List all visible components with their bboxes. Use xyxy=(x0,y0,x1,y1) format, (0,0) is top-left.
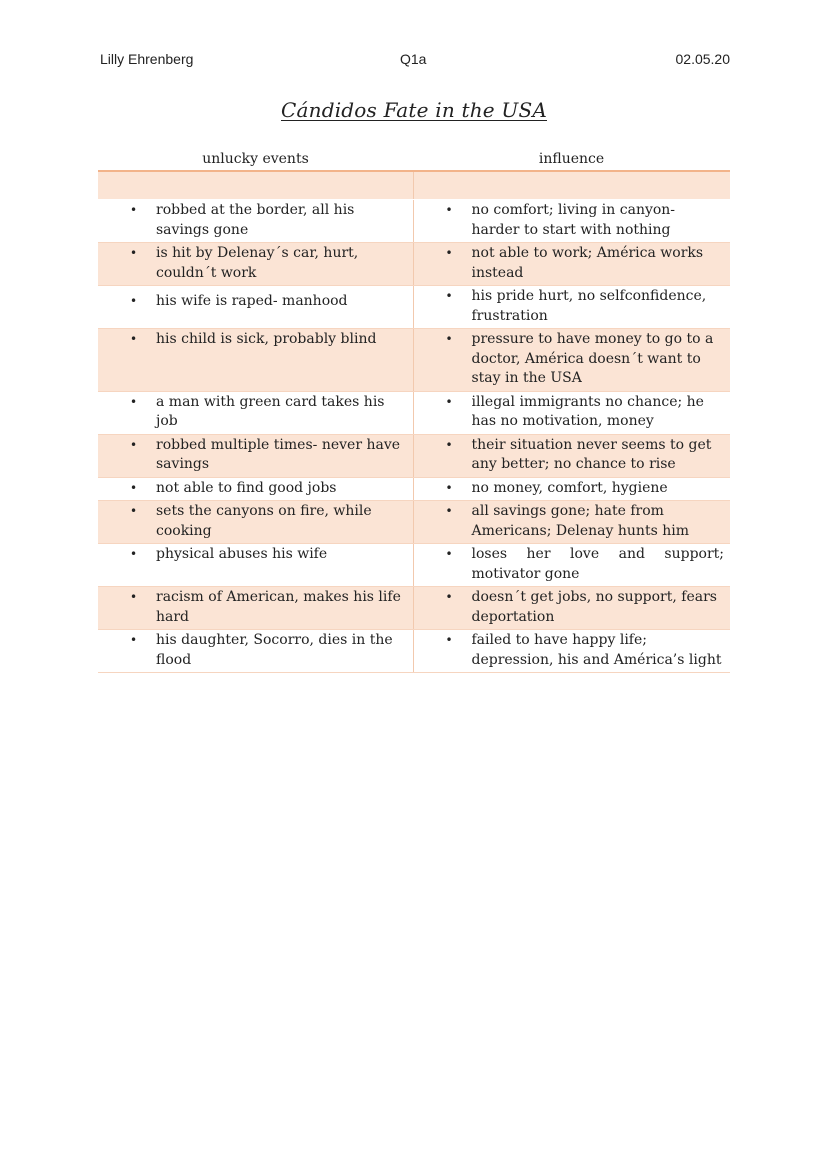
event-cell xyxy=(98,544,413,587)
table-row xyxy=(98,501,730,544)
influence-cell xyxy=(413,630,730,673)
bullet-icon: • xyxy=(445,332,453,346)
event-text: not able to find good jobs xyxy=(156,479,337,496)
document-title-text: Cándidos Fate in the USA xyxy=(281,98,547,122)
bullet-icon: • xyxy=(130,504,138,518)
event-text: his child is sick, probably blind xyxy=(156,331,377,347)
influence-text: their situation never seems to get any better; no chance to rise xyxy=(471,436,712,472)
class-label: Q1a xyxy=(400,51,427,67)
bullet-icon: • xyxy=(130,332,138,346)
table-blank-row xyxy=(98,171,730,200)
blank-cell xyxy=(413,171,730,200)
influence-text: his pride hurt, no selfconfidence, frustration xyxy=(471,288,707,324)
table-header-row xyxy=(98,148,730,171)
bullet-icon: • xyxy=(445,547,453,561)
author-name: Lilly Ehrenberg xyxy=(100,51,194,67)
influence-text: pressure to have money to go to a doctor, América doesn´t want to stay in the USA xyxy=(471,331,714,386)
event-text: is hit by Delenay´s car, hurt, couldn´t work xyxy=(156,245,359,281)
table-row xyxy=(98,329,730,392)
event-text: robbed multiple times- never have savings xyxy=(156,436,401,472)
bullet-icon: • xyxy=(130,633,138,647)
bullet-icon: • xyxy=(445,633,453,647)
event-cell xyxy=(98,243,413,286)
bullet-icon: • xyxy=(130,246,138,260)
influence-text: not able to work; América works instead xyxy=(471,245,704,281)
document-title xyxy=(0,98,828,122)
bullet-icon: • xyxy=(130,294,138,308)
table-row xyxy=(98,391,730,434)
influence-cell xyxy=(413,391,730,434)
events-table xyxy=(98,148,730,673)
column-header-events: unlucky events xyxy=(98,148,413,171)
influence-text: no money, comfort, hygiene xyxy=(471,479,668,496)
bullet-icon: • xyxy=(445,504,453,518)
table-row xyxy=(98,243,730,286)
influence-text: illegal immigrants no chance; he has no motivation, money xyxy=(471,393,704,429)
bullet-icon: • xyxy=(445,437,453,452)
event-cell xyxy=(98,477,413,501)
table-row xyxy=(98,434,730,477)
bullet-icon: • xyxy=(130,394,138,409)
influence-text: doesn´t get jobs, no support, fears deportation xyxy=(471,589,717,625)
table-row xyxy=(98,587,730,630)
bullet-icon: • xyxy=(445,480,453,495)
event-text: robbed at the border, all his savings gone xyxy=(156,202,355,238)
bullet-icon: • xyxy=(130,590,138,604)
table-row xyxy=(98,286,730,329)
influence-cell xyxy=(413,286,730,329)
bullet-icon: • xyxy=(130,437,138,452)
event-text: a man with green card takes his job xyxy=(156,393,385,429)
event-text: his wife is raped- manhood xyxy=(156,293,348,309)
event-text: sets the canyons on fire, while cooking xyxy=(156,503,372,539)
table-row xyxy=(98,630,730,673)
influence-cell xyxy=(413,477,730,501)
event-text: physical abuses his wife xyxy=(156,546,328,562)
influence-cell xyxy=(413,329,730,392)
influence-cell xyxy=(413,501,730,544)
event-cell xyxy=(98,501,413,544)
bullet-icon: • xyxy=(445,246,453,260)
event-cell xyxy=(98,200,413,243)
influence-cell xyxy=(413,243,730,286)
influence-cell xyxy=(413,434,730,477)
table-row xyxy=(98,200,730,243)
blank-cell xyxy=(98,171,413,200)
bullet-icon: • xyxy=(130,203,138,217)
influence-text: loses her love and support; motivator gone xyxy=(471,546,724,582)
influence-text: no comfort; living in canyon- harder to start with nothing xyxy=(471,202,676,238)
bullet-icon: • xyxy=(445,394,453,409)
influence-cell xyxy=(413,200,730,243)
influence-text: failed to have happy life; depression, his and América’s light xyxy=(471,632,722,668)
event-cell xyxy=(98,434,413,477)
bullet-icon: • xyxy=(130,547,138,561)
bullet-icon: • xyxy=(445,203,453,217)
event-text: racism of American, makes his life hard xyxy=(156,589,401,625)
bullet-icon: • xyxy=(445,590,453,604)
bullet-icon: • xyxy=(445,289,453,303)
column-header-influence: influence xyxy=(413,148,730,171)
table-row xyxy=(98,477,730,501)
influence-cell xyxy=(413,544,730,587)
event-cell xyxy=(98,391,413,434)
event-cell xyxy=(98,286,413,329)
bullet-icon: • xyxy=(130,480,138,495)
document-date: 02.05.20 xyxy=(675,51,730,67)
influence-text: all savings gone; hate from Americans; Delenay hunts him xyxy=(471,503,689,539)
event-cell xyxy=(98,630,413,673)
event-cell xyxy=(98,329,413,392)
event-cell xyxy=(98,587,413,630)
influence-cell xyxy=(413,587,730,630)
table-row xyxy=(98,544,730,587)
event-text: his daughter, Socorro, dies in the flood xyxy=(156,632,393,668)
